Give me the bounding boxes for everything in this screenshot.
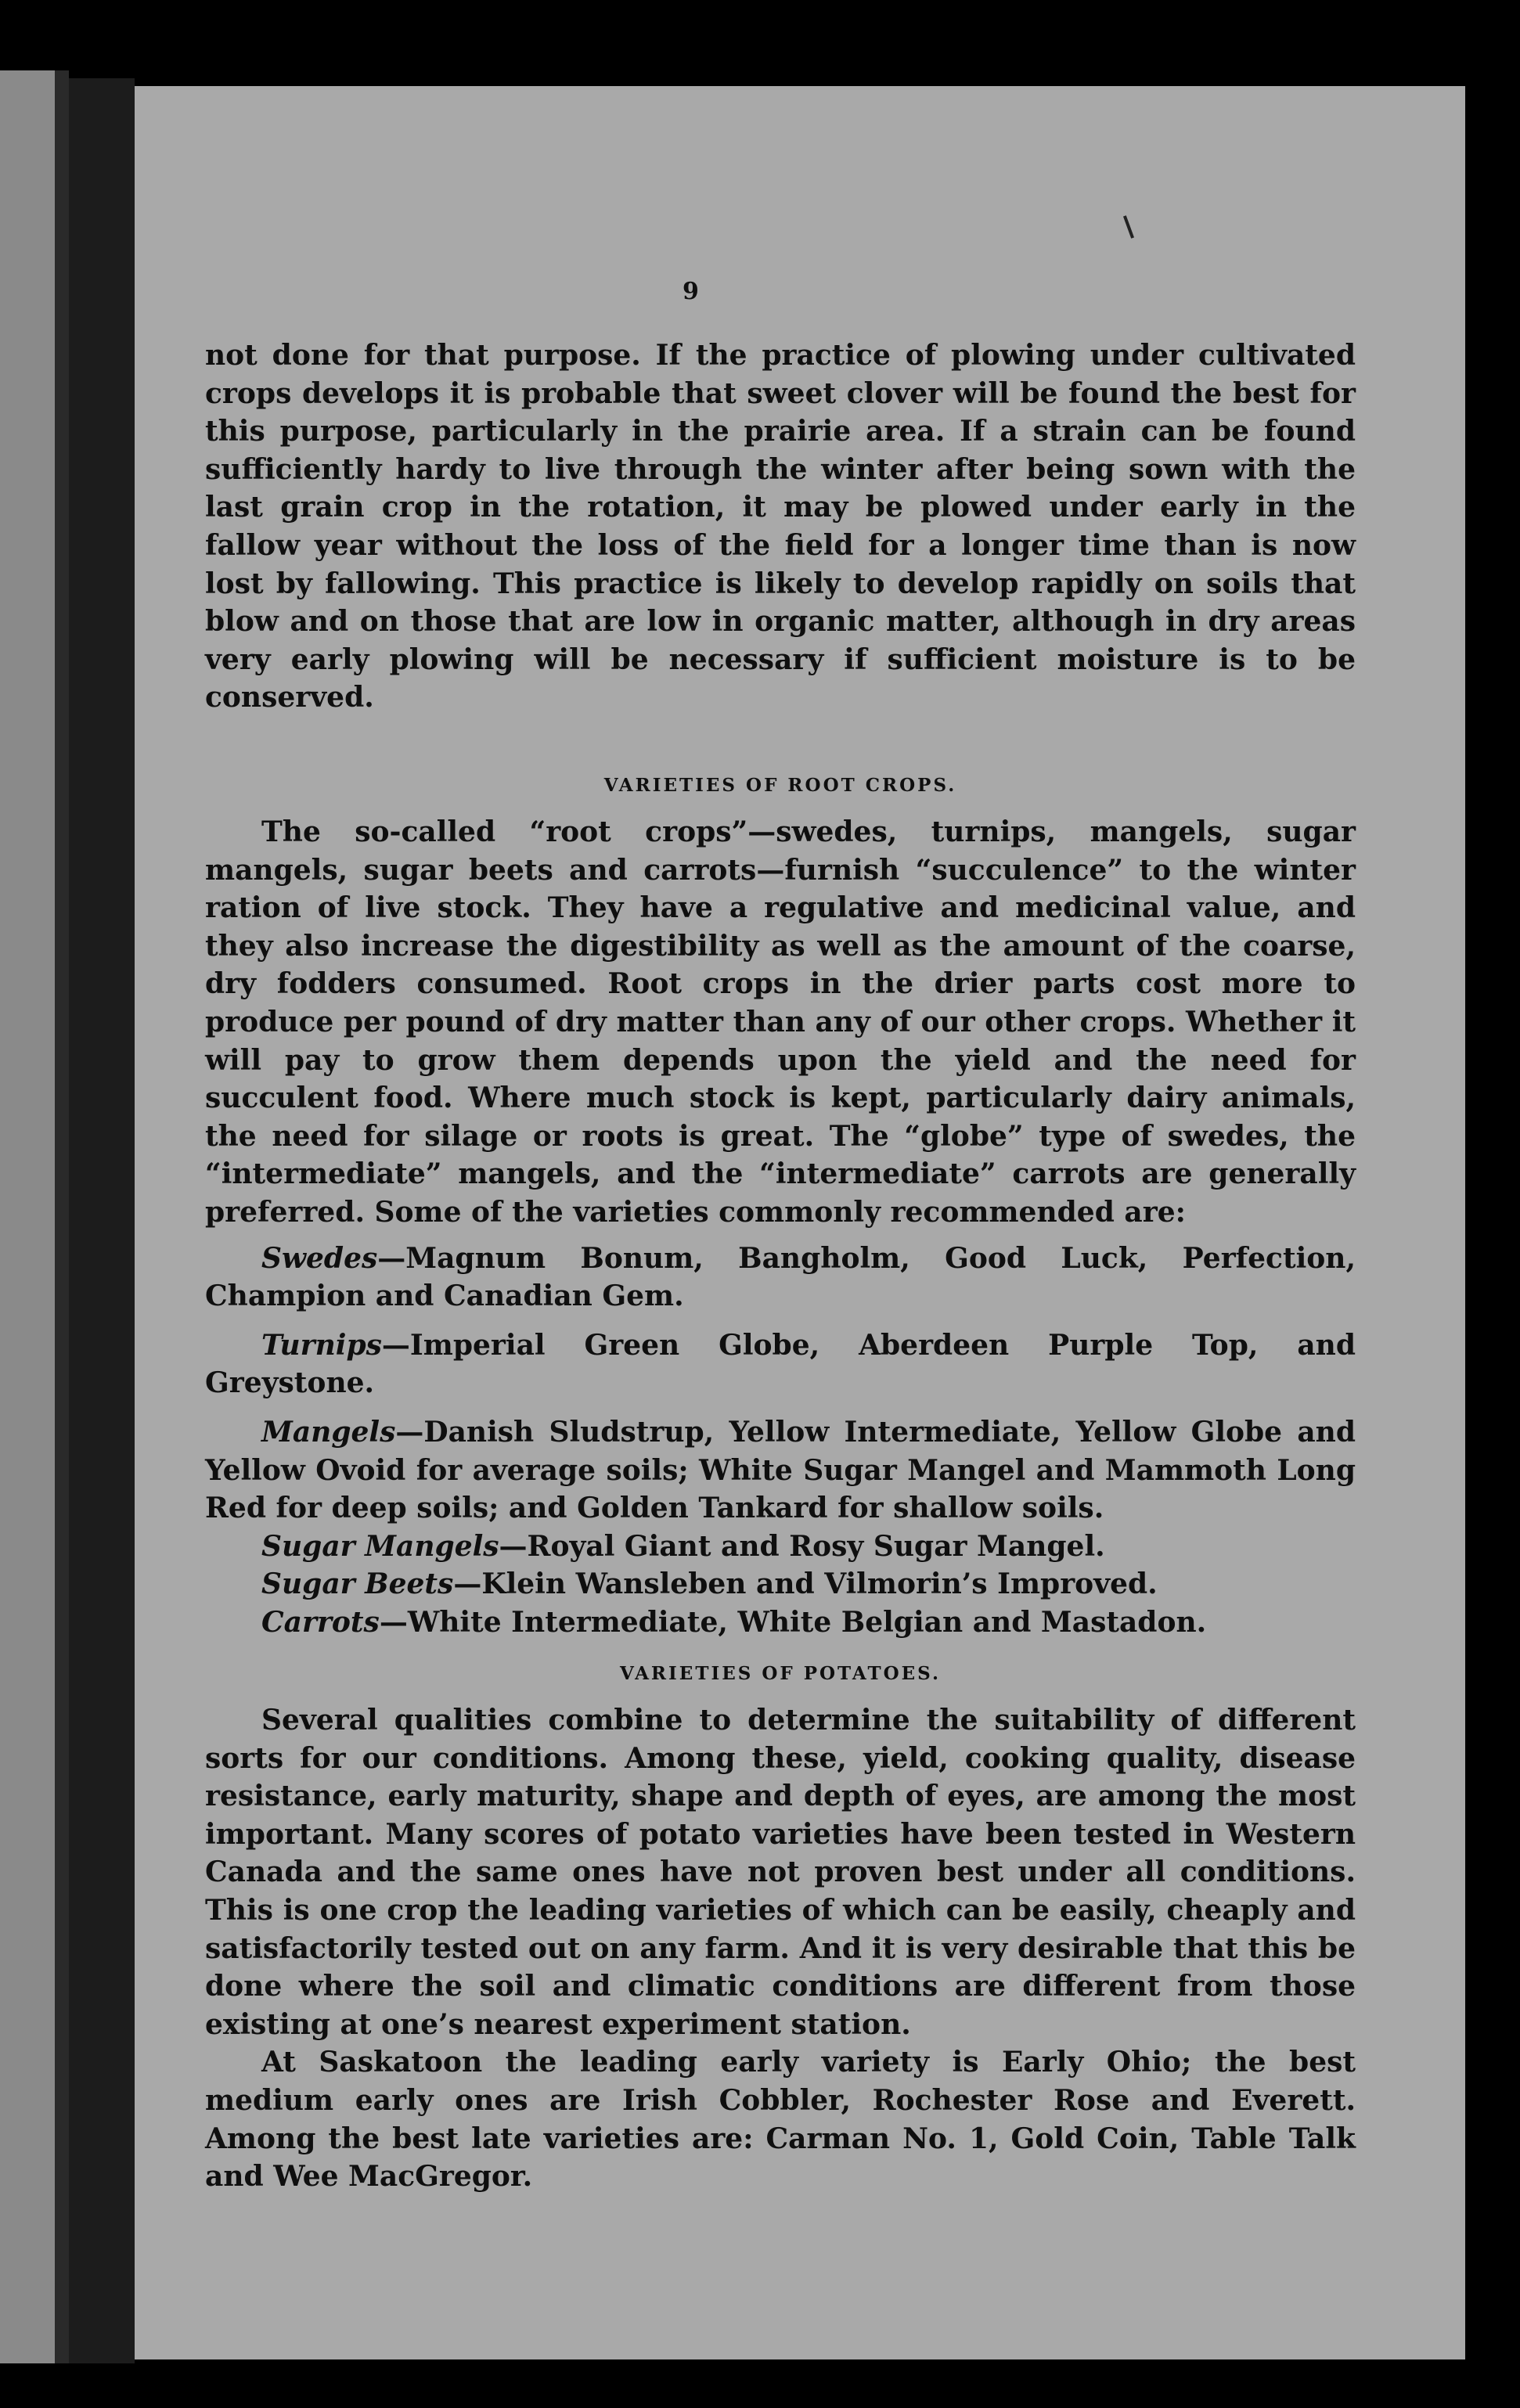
variety-label: Mangels — [261, 1415, 396, 1449]
potatoes-section — [205, 1663, 1356, 2196]
variety-swedes — [205, 1240, 1356, 1316]
variety-label: Swedes — [261, 1241, 378, 1275]
potatoes-paragraph-1: Several qualities combine to determine the suitability of different sorts for our conditions. Among these, yield, cooking quality, disease resistance, early maturity, shape and depth of eyes, are among the most important. Many scores of potato varieties have been tested in Western Canada and the same ones have not proven best under all conditions. This is one crop the leading varieties of which can be easily, cheaply and satisfactorily tested out on any farm. And it is very desirable that this be done where the soil and climatic conditions are different from those existing at one’s nearest experiment station. — [205, 1704, 1356, 2041]
variety-label: Turnips — [261, 1328, 382, 1362]
page-shadow — [55, 70, 69, 2363]
root-crops-heading: VARIETIES OF ROOT CROPS. — [603, 775, 957, 796]
variety-text: —Imperial Green Globe, Aberdeen Purple Top, and Greystone. — [205, 1328, 1356, 1400]
variety-sugar-mangels — [205, 1528, 1356, 1566]
variety-label: Carrots — [261, 1605, 380, 1639]
scan-mark — [1123, 215, 1134, 239]
potatoes-paragraph-2: At Saskatoon the leading early variety is Early Ohio; the best medium early ones are Irish Cobbler, Rochester Rose and Everett. Among the best late varieties are: Carman No. 1, Gold Coin, Table Talk and Wee MacGregor. — [205, 2046, 1356, 2194]
root-crop-varieties-list — [205, 1240, 1356, 1642]
variety-text: —Magnum Bonum, Bangholm, Good Luck, Perfection, Champion and Canadian Gem. — [205, 1241, 1356, 1313]
document-page — [135, 86, 1465, 2359]
book-gutter — [69, 78, 135, 2363]
root-crops-paragraph: The so-called “root crops”—swedes, turnips, mangels, sugar mangels, sugar beets and carrots—furnish “succulence” to the winter ration of live stock. They have a regulative and medicinal value, and they also increase the digestibility as well as the amount of the coarse, dry fodders consumed. Root crops in the drier parts cost more to produce per pound of dry matter than any of our other crops. Whether it will pay to grow them depends upon the yield and the need for succulent food. Where much stock is kept, particularly dairy animals, the need for silage or roots is great. The “globe” type of swedes, the “intermediate” mangels, and the “intermediate” carrots are generally preferred. Some of the varieties commonly recommended are: — [205, 815, 1356, 1229]
potatoes-heading: VARIETIES OF POTATOES. — [620, 1663, 941, 1684]
variety-text: —Danish Sludstrup, Yellow Intermediate, Yellow Globe and Yellow Ovoid for average soils; White Sugar Mangel and Mammoth Long Red for deep soils; and Golden Tankard for shallow soils. — [205, 1415, 1356, 1525]
variety-label: Sugar Beets — [261, 1568, 454, 1601]
variety-carrots — [205, 1604, 1356, 1642]
variety-turnips — [205, 1326, 1356, 1402]
intro-paragraph: not done for that purpose. If the practice of plowing under cultivated crops develops it is probable that sweet clover will be found the best for this purpose, particularly in the prairie area. If a strain can be found sufficiently hardy to live through the winter after being sown with the last grain crop in the rotation, it may be plowed under early in the fallow year without the loss of the field for a longer time than is now lost by fallowing. This practice is likely to develop rapidly on soils that blow and on those that are low in organic matter, although in dry areas very early plowing will be necessary if sufficient moisture is to be conserved. — [205, 339, 1356, 714]
variety-text: —Klein Wansleben and Vilmorin’s Improved. — [453, 1568, 1158, 1601]
variety-label: Sugar Mangels — [261, 1529, 499, 1563]
variety-text: —Royal Giant and Rosy Sugar Mangel. — [499, 1529, 1105, 1563]
root-crops-section — [205, 775, 1356, 1641]
page-number: 9 — [683, 278, 699, 305]
adjacent-page-edge — [0, 70, 55, 2363]
variety-text: —White Intermediate, White Belgian and Mastadon. — [379, 1605, 1207, 1639]
variety-sugar-beets — [205, 1565, 1356, 1604]
intro-section — [205, 337, 1356, 717]
variety-mangels — [205, 1413, 1356, 1528]
